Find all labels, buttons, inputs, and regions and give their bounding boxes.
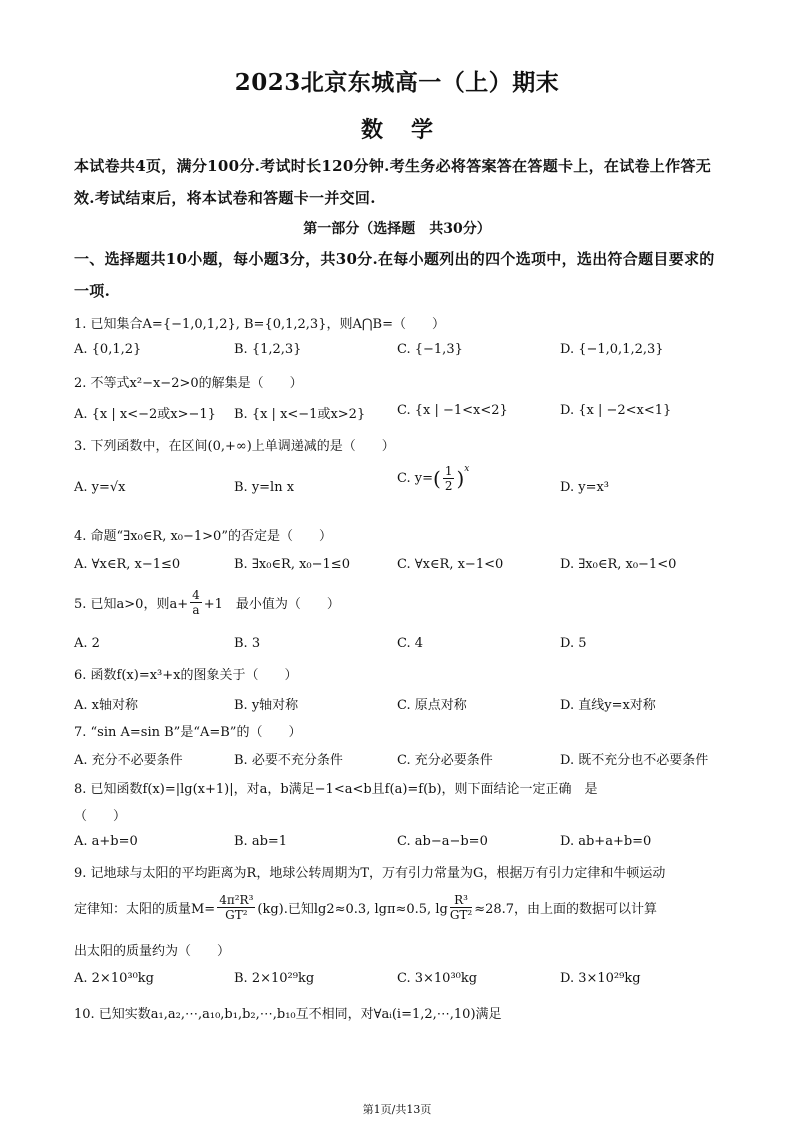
- q6-option-b: B. y轴对称: [234, 698, 299, 713]
- q6-option-a: A. x轴对称: [74, 698, 138, 713]
- q2-option-c: C. {x | −1<x<2}: [397, 403, 508, 418]
- q8-option-c: C. ab−a−b=0: [397, 834, 488, 849]
- question-4: 4. 命题“∃x₀∈R, x₀−1>0”的否定是（ ）: [74, 529, 332, 544]
- question-7: 7. “sin A=sin B”是“A=B”的（ ）: [74, 725, 302, 740]
- q2-option-a: A. {x | x<−2或x>−1}: [74, 407, 216, 422]
- question-8: 8. 已知函数f(x)=|lg(x+1)|，对a，b满足−1<a<b且f(a)=f(b)，则下面结论一定正确 是: [74, 782, 598, 797]
- q5-option-b: B. 3: [234, 636, 261, 651]
- q3-option-b: B. y=ln x: [234, 480, 295, 495]
- q7-option-b: B. 必要不充分条件: [234, 753, 343, 768]
- q6-option-d: D. 直线y=x对称: [560, 698, 656, 713]
- q5-option-c: C. 4: [397, 636, 424, 651]
- q1-option-d: D. {−1,0,1,2,3}: [560, 342, 664, 357]
- part-title: 第一部分（选择题 共30分）: [303, 221, 491, 237]
- q5-option-d: D. 5: [560, 636, 587, 651]
- q7-option-d: D. 既不充分也不必要条件: [560, 753, 709, 768]
- q8-option-b: B. ab=1: [234, 834, 288, 849]
- q9-option-d: D. 3×10²⁹kg: [560, 971, 641, 986]
- q8-option-a: A. a+b=0: [74, 834, 138, 849]
- q8-option-d: D. ab+a+b=0: [560, 834, 652, 849]
- question-2: 2. 不等式x²−x−2>0的解集是（ ）: [74, 376, 303, 391]
- question-6: 6. 函数f(x)=x³+x的图象关于（ ）: [74, 668, 298, 683]
- q9-option-b: B. 2×10²⁹kg: [234, 971, 315, 986]
- q9-option-c: C. 3×10³⁰kg: [397, 971, 478, 986]
- q3-option-a: A. y=√x: [74, 480, 126, 495]
- question-9-line-2: 定律知：太阳的质量M= $\frac{\text{4π²R³}}{\text{GT²}}$ (kg).已知lg2≈0.3, lgπ≈0.5, lg $\frac{\text{R³}}{\text{GT²}}$ ≈28.7，由上面的数据可以计算: [74, 893, 658, 922]
- q1-option-a: A. {0,1,2}: [74, 342, 142, 357]
- q3-option-d: D. y=x³: [560, 480, 610, 495]
- q7-option-a: A. 充分不必要条件: [74, 753, 183, 768]
- q9-option-a: A. 2×10³⁰kg: [74, 971, 154, 986]
- section-intro: 一、选择题共10小题，每小题3分，共30分.在每小题列出的四个选项中，选出符合题目要求的一项.: [74, 250, 715, 300]
- q2-option-d: D. {x | −2<x<1}: [560, 403, 672, 418]
- q4-option-a: A. ∀x∈R, x−1≤0: [74, 557, 181, 572]
- q1-option-c: C. {−1,3}: [397, 342, 463, 357]
- question-5: 5. 已知a>0，则a+ $\frac{4}{a}$ +1 最小值为（ ）: [74, 588, 340, 617]
- question-10: 10. 已知实数a₁,a₂,⋯,a₁₀,b₁,b₂,⋯,b₁₀互不相同，对∀aᵢ(i=1,2,⋯,10)满足: [74, 1007, 502, 1022]
- page-title: 2023北京东城高一（上）期末: [234, 69, 560, 96]
- q5-option-a: A. 2: [74, 636, 100, 651]
- question-9-line-3: 出太阳的质量约为（ ）: [74, 944, 231, 959]
- q4-option-d: D. ∃x₀∈R, x₀−1<0: [560, 557, 677, 572]
- q1-option-b: B. {1,2,3}: [234, 342, 302, 357]
- question-3: 3. 下列函数中，在区间(0,+∞)上单调递减的是（ ）: [74, 439, 395, 454]
- q7-option-c: C. 充分必要条件: [397, 753, 493, 768]
- q6-option-c: C. 原点对称: [397, 698, 467, 713]
- subject-title: 数学: [360, 117, 461, 143]
- q4-option-b: B. ∃x₀∈R, x₀−1≤0: [234, 557, 350, 572]
- q3-option-c: C. y=( $\frac{1}{2}$ )$^x$: [397, 464, 470, 493]
- exam-instructions: 本试卷共4页，满分100分.考试时长120分钟.考生务必将答案答在答题卡上，在试卷上作答无效.考试结束后，将本试卷和答题卡一并交回.: [74, 157, 712, 207]
- q4-option-c: C. ∀x∈R, x−1<0: [397, 557, 504, 572]
- question-9: 9. 记地球与太阳的平均距离为R，地球公转周期为T，万有引力常量为G，根据万有引力定律和牛顿运动: [74, 866, 666, 881]
- question-8-continuation: （ ）: [74, 809, 127, 824]
- q2-option-b: B. {x | x<−1或x>2}: [234, 407, 366, 422]
- page-footer: 第1页/共13页: [362, 1103, 432, 1116]
- question-1: 1. 已知集合A={−1,0,1,2}, B={0,1,2,3}，则A⋂B=（ ）: [74, 317, 445, 332]
